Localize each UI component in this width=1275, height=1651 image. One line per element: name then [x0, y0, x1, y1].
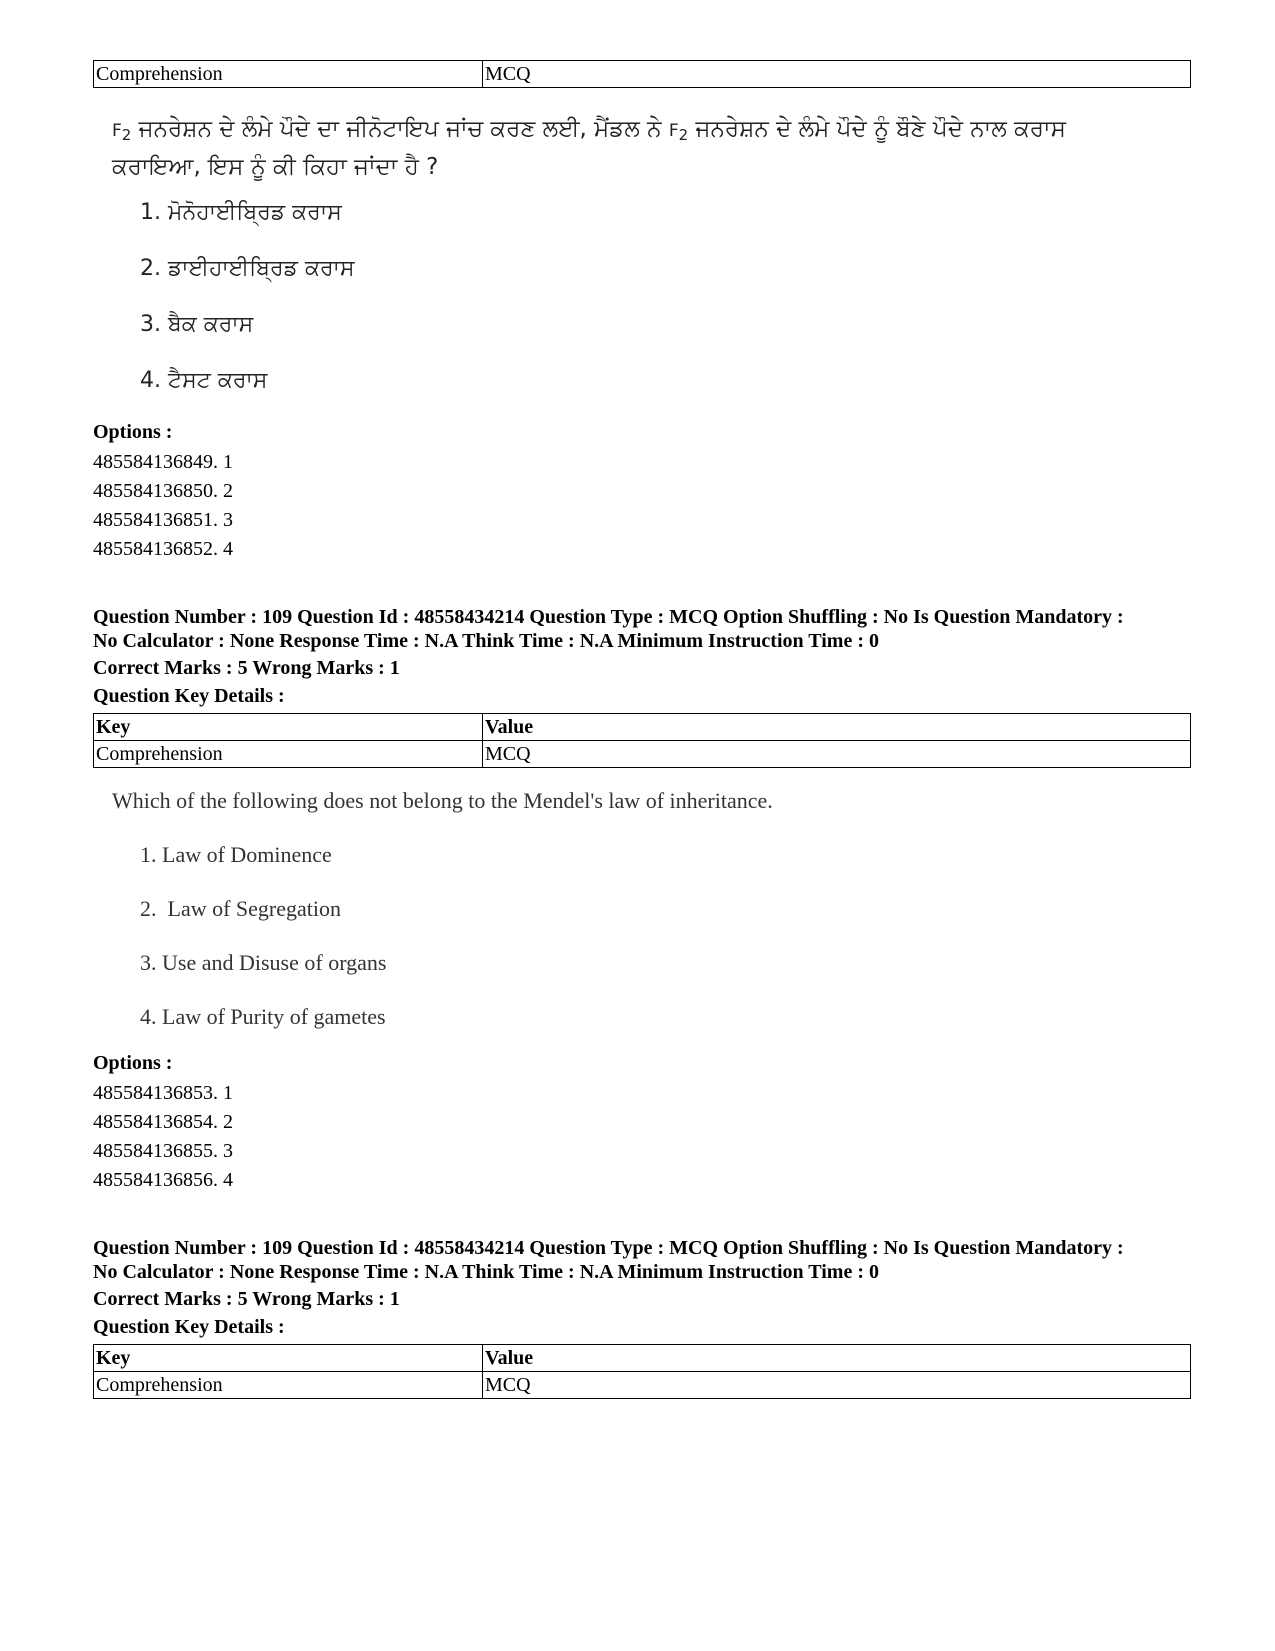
meta-line-2: No Calculator : None Response Time : N.A Think Time : N.A Minimum Instruction Time : 0: [93, 630, 879, 652]
value-header: Value: [483, 1345, 1191, 1372]
options-list: [93, 448, 233, 564]
choice-item: 3. ਬੈਕ ਕਰਾਸ: [140, 312, 254, 337]
key-table: [93, 713, 1191, 768]
f-label: F: [112, 121, 122, 141]
meta-line-1: Question Number : 109 Question Id : 48558434214 Question Type : MCQ Option Shuffling : No Is Question Mandatory :: [93, 606, 1124, 628]
table-header-row: [94, 714, 1191, 741]
option-item: 485584136856. 4: [93, 1169, 233, 1191]
option-item: 485584136850. 2: [93, 480, 233, 502]
marks-line: Correct Marks : 5 Wrong Marks : 1: [93, 1288, 400, 1310]
question-text: Which of the following does not belong to the Mendel's law of inheritance.: [112, 788, 773, 813]
question-meta: [93, 1236, 1203, 1284]
key-details-heading: Question Key Details :: [93, 1316, 285, 1338]
key-cell: Comprehension: [94, 1372, 483, 1399]
choice-item: 2. ਡਾਈਹਾਈਬ੍ਰਿਡ ਕਰਾਸ: [140, 256, 355, 281]
question-part-a: ਜਨਰੇਸ਼ਨ ਦੇ ਲੰਮੇ ਪੌਦੇ ਦਾ ਜੀਨੋਟਾਇਪ ਜਾਂਚ ਕਰਣ ਲਈ, ਮੈਂਡਲ ਨੇ: [138, 116, 662, 142]
question-part-b: ਜਨਰੇਸ਼ਨ ਦੇ ਲੰਮੇ ਪੌਦੇ ਨੂੰ ਬੌਣੇ ਪੌਦੇ ਨਾਲ ਕਰਾਸ: [695, 116, 1066, 142]
value-cell: MCQ: [483, 61, 1191, 88]
table-row: [94, 1372, 1191, 1399]
choice-item: 2. Law of Segregation: [140, 896, 341, 921]
options-heading: Options :: [93, 1052, 173, 1074]
option-item: 485584136854. 2: [93, 1111, 233, 1133]
key-details-heading: Question Key Details :: [93, 685, 285, 707]
question-meta: [93, 605, 1203, 653]
table-row: [94, 741, 1191, 768]
value-header: Value: [483, 714, 1191, 741]
options-list: [93, 1079, 233, 1195]
subscript: 2: [678, 126, 689, 144]
table-header-row: [94, 1345, 1191, 1372]
table-row: [94, 61, 1191, 88]
meta-line-2: No Calculator : None Response Time : N.A Think Time : N.A Minimum Instruction Time : 0: [93, 1261, 879, 1283]
key-cell: Comprehension: [94, 741, 483, 768]
option-item: 485584136853. 1: [93, 1082, 233, 1104]
options-heading: Options :: [93, 421, 173, 443]
option-item: 485584136849. 1: [93, 451, 233, 473]
choice-item: 1. Law of Dominence: [140, 842, 332, 867]
key-cell: Comprehension: [94, 61, 483, 88]
key-header: Key: [94, 714, 483, 741]
option-item: 485584136855. 3: [93, 1140, 233, 1162]
choice-item: 4. ਟੈਸਟ ਕਰਾਸ: [140, 368, 268, 393]
value-cell: MCQ: [483, 741, 1191, 768]
subscript: 2: [121, 126, 132, 144]
question-text-punjabi: [112, 113, 1192, 183]
option-item: 485584136852. 4: [93, 538, 233, 560]
value-cell: MCQ: [483, 1372, 1191, 1399]
meta-line-1: Question Number : 109 Question Id : 48558434214 Question Type : MCQ Option Shuffling : No Is Question Mandatory :: [93, 1237, 1124, 1259]
key-header: Key: [94, 1345, 483, 1372]
question-line-2: ਕਰਾਇਆ, ਇਸ ਨੂੰ ਕੀ ਕਿਹਾ ਜਾਂਦਾ ਹੈ ?: [112, 154, 439, 180]
choice-item: 3. Use and Disuse of organs: [140, 950, 387, 975]
key-table: [93, 1344, 1191, 1399]
choice-item: 1. ਮੋਨੋਹਾਈਬ੍ਰਿਡ ਕਰਾਸ: [140, 200, 342, 225]
choice-item: 4. Law of Purity of gametes: [140, 1004, 386, 1029]
option-item: 485584136851. 3: [93, 509, 233, 531]
question-line-1: [112, 113, 1192, 151]
marks-line: Correct Marks : 5 Wrong Marks : 1: [93, 657, 400, 679]
top-key-table: [93, 60, 1191, 88]
f-label: F: [668, 121, 679, 141]
